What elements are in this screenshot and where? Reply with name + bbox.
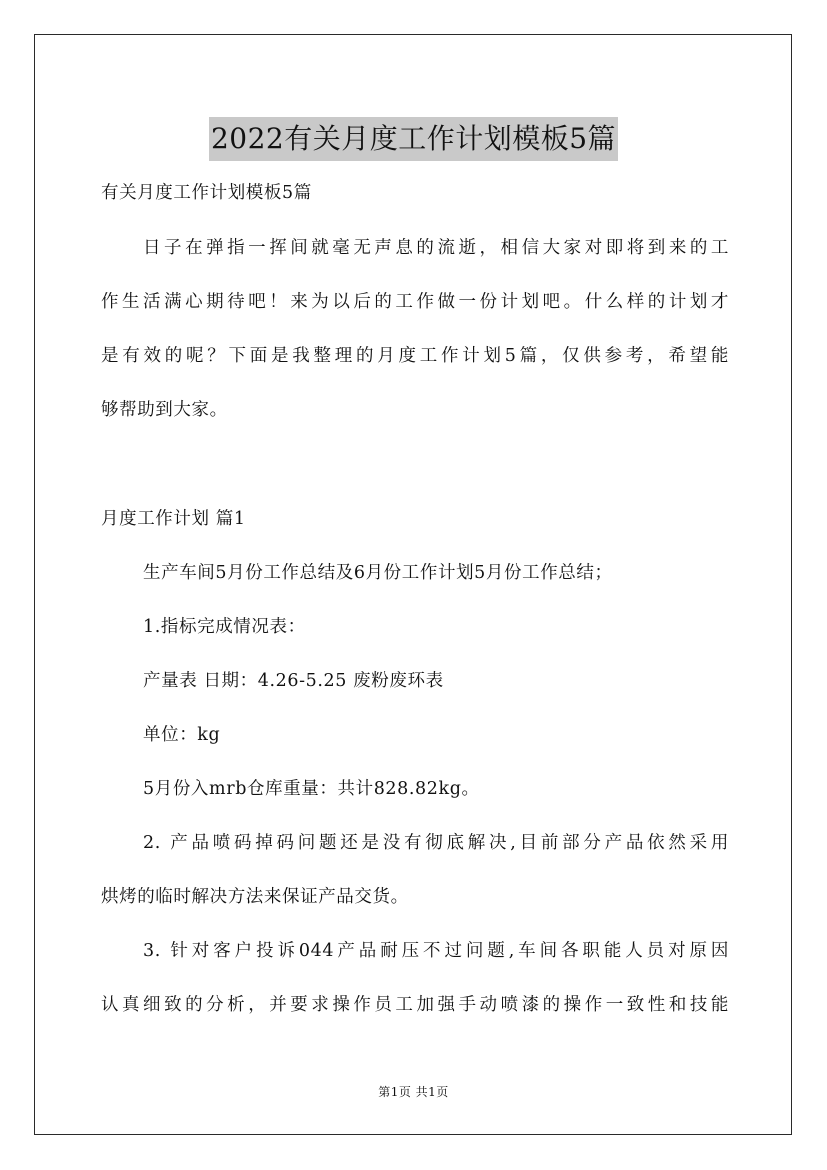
body-line: 产量表 日期：4.26-5.25 废粉废环表: [143, 671, 444, 691]
body-line: 作生活满心期待吧！来为以后的工作做一份计划吧。什么样的计划才: [101, 292, 729, 312]
body-line: 生产车间5月份工作总结及6月份工作计划5月份工作总结；: [143, 563, 613, 583]
body-line: 是有效的呢？下面是我整理的月度工作计划5篇，仅供参考，希望能: [101, 346, 729, 366]
body-line: 1.指标完成情况表：: [143, 617, 306, 637]
body-line: 2. 产品喷码掉码问题还是没有彻底解决,目前部分产品依然采用: [143, 833, 729, 853]
page-footer: 第1页 共1页: [378, 1085, 449, 1099]
body-line: 5月份入mrb仓库重量：共计828.82kg。: [143, 779, 480, 799]
body-line: 烘烤的临时解决方法来保证产品交货。: [101, 887, 409, 907]
body-line: 3. 针对客户投诉044产品耐压不过问题,车间各职能人员对原因: [143, 941, 729, 961]
subtitle-line: 有关月度工作计划模板5篇: [101, 183, 312, 203]
document-title: 2022有关月度工作计划模板5篇: [209, 117, 618, 161]
body-line: 够帮助到大家。: [101, 400, 228, 420]
title-container: [0, 98, 827, 180]
body-line: 日子在弹指一挥间就毫无声息的流逝，相信大家对即将到来的工: [143, 238, 729, 258]
body-line: 认真细致的分析，并要求操作员工加强手动喷漆的操作一致性和技能: [101, 995, 729, 1015]
section-heading: 月度工作计划 篇1: [101, 509, 246, 529]
body-line: 单位：kg: [143, 725, 221, 745]
